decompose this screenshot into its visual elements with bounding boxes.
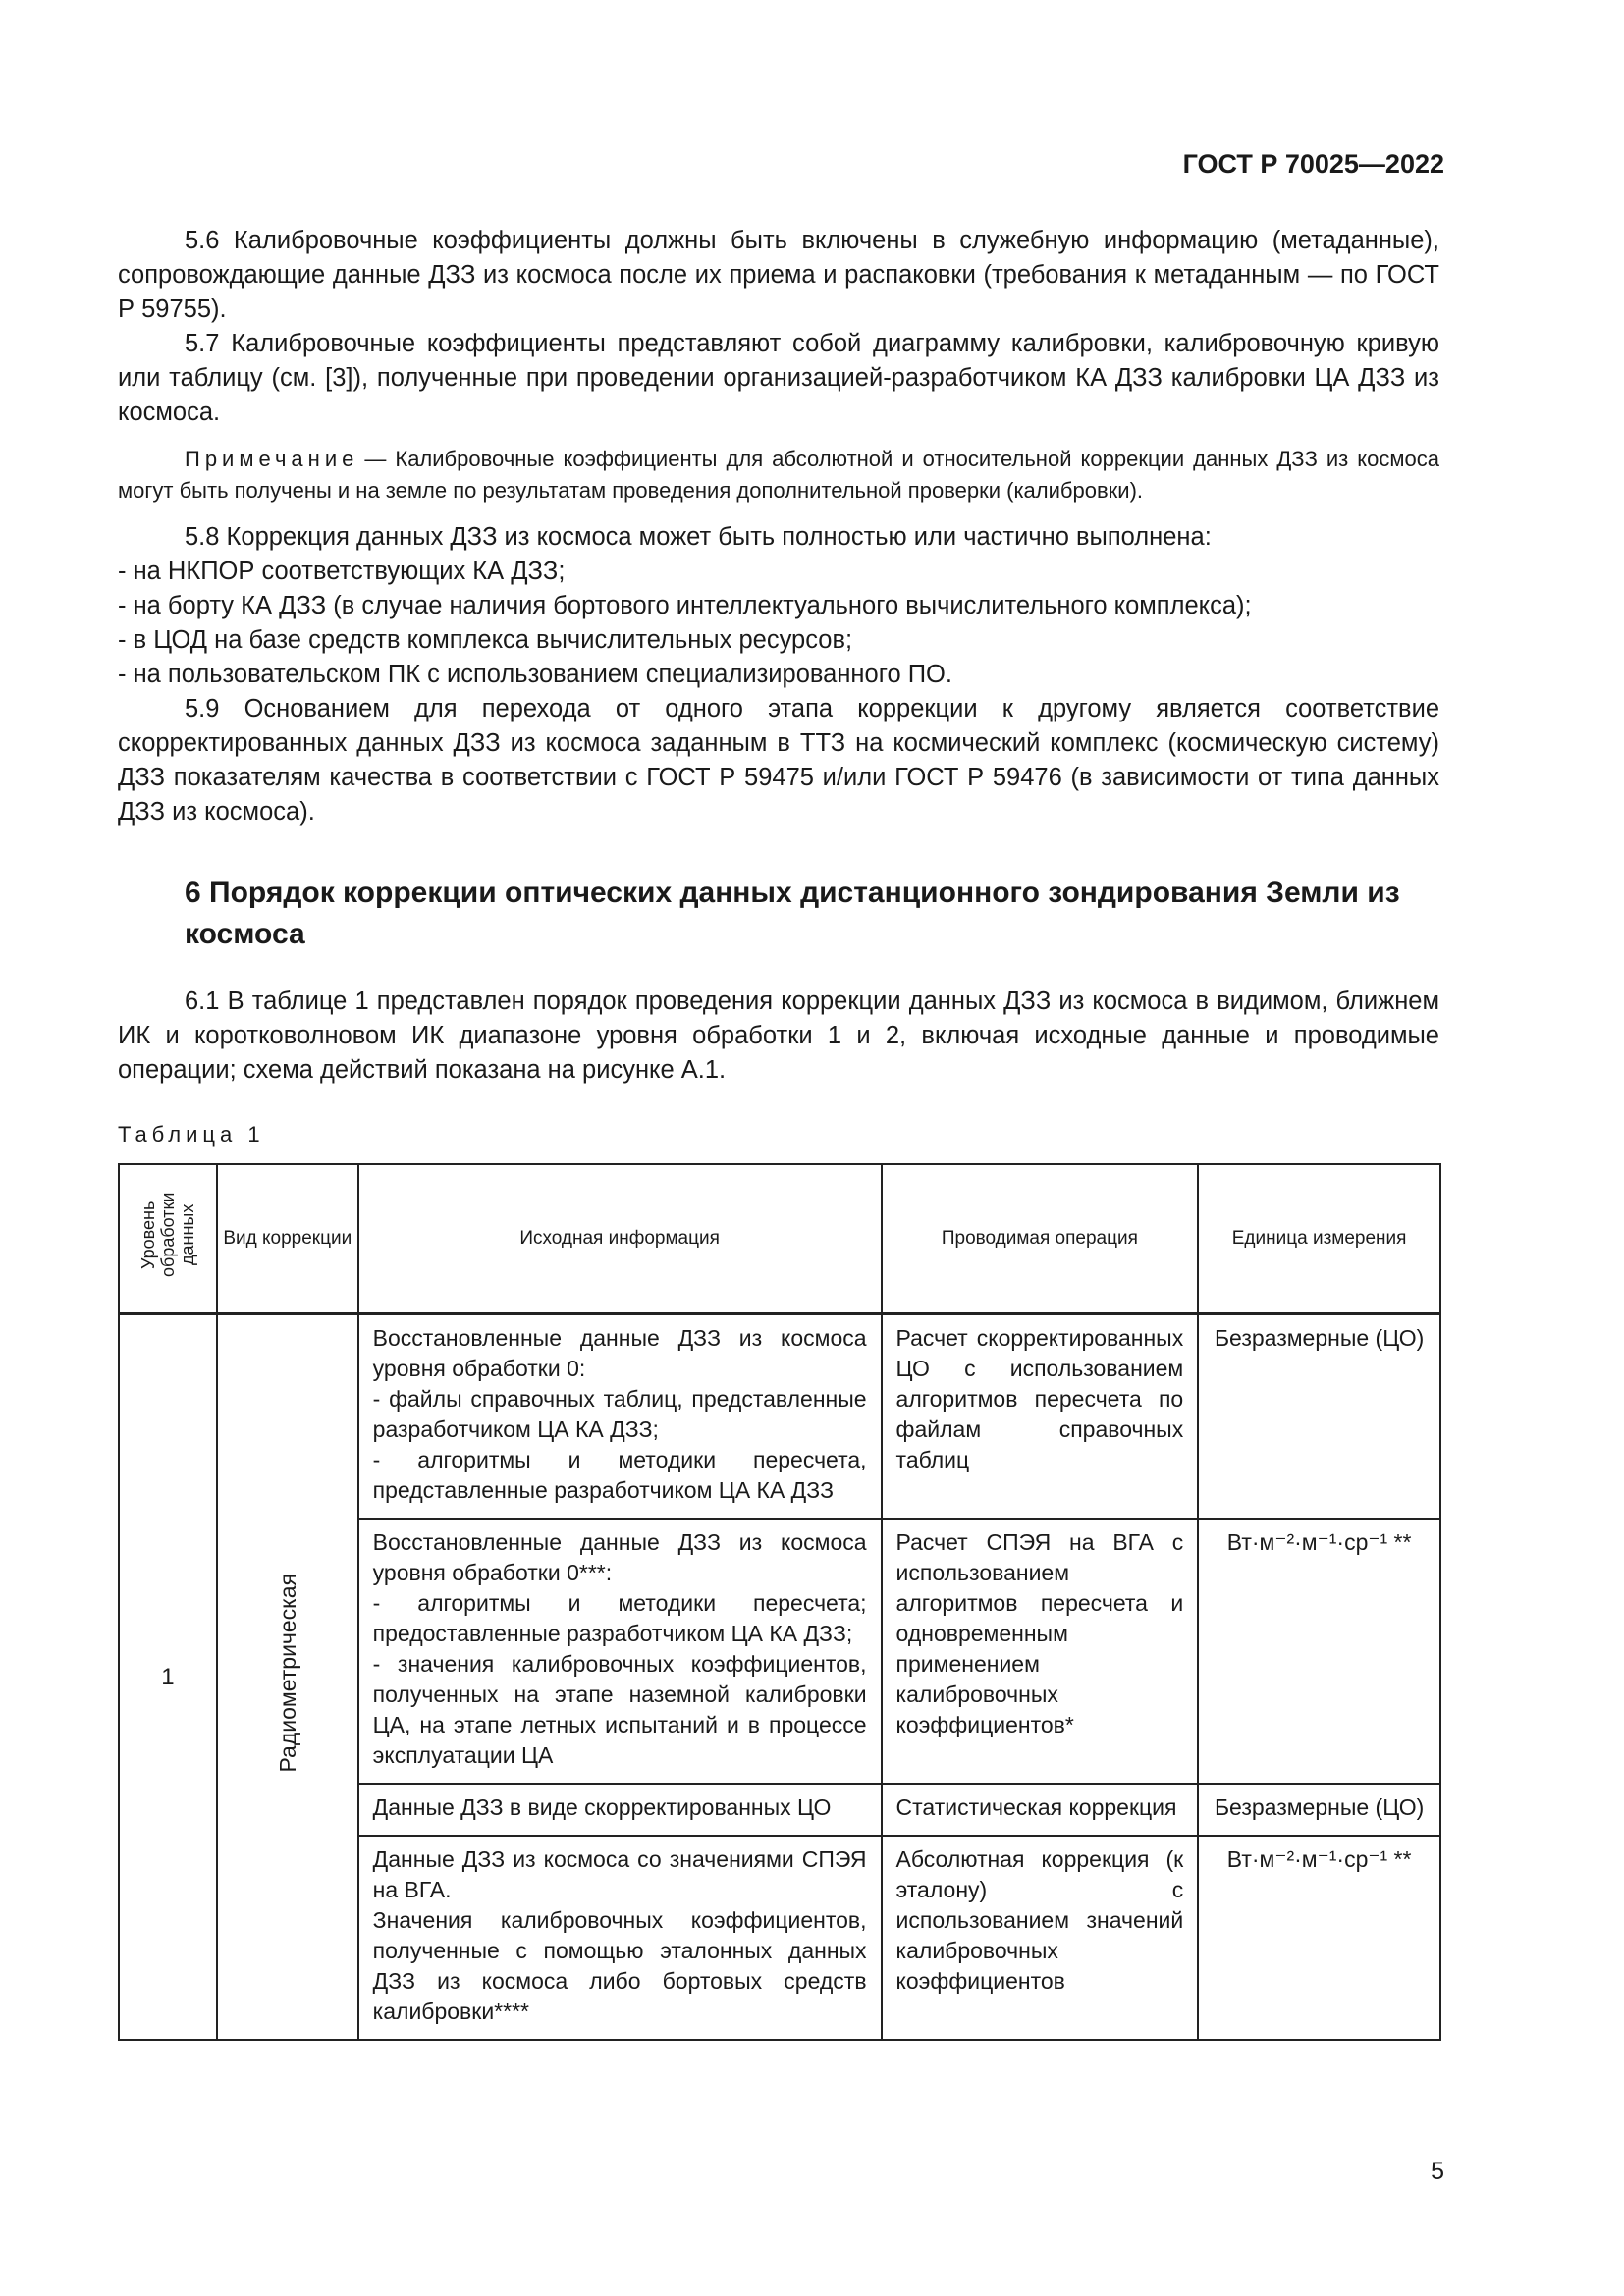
paragraph-6-1: 6.1 В таблице 1 представлен порядок проведения коррекции данных ДЗЗ из космоса в видимом, ближнем ИК и коротковолновом ИК диапазоне уровня обработки 1 и 2, включая исходные данные и проводимые операции; схема действий показана на рисунке А.1. bbox=[118, 988, 1439, 1084]
operation-cell: Абсолютная коррекция (к эталону) с использованием значений калибровочных коэффициентов bbox=[882, 1836, 1199, 2040]
list-item: - в ЦОД на базе средств комплекса вычислительных ресурсов; bbox=[118, 626, 853, 654]
table-header-row bbox=[119, 1164, 1440, 1314]
note bbox=[118, 444, 1439, 507]
header-level-text: Уровень обработки данных bbox=[137, 1192, 197, 1278]
header-unit: Единица измерения bbox=[1198, 1164, 1440, 1314]
kind-text: Радиометрическая bbox=[274, 1574, 300, 1773]
paragraph-5-7: 5.7 Калибровочные коэффициенты представляют собой диаграмму калибровки, калибровочную кривую или таблицу (см. [3]), полученные при проведении организацией-разработчиком КА ДЗЗ калибровки ЦА ДЗЗ из космоса. bbox=[118, 330, 1439, 426]
table-row bbox=[119, 1314, 1440, 1520]
list-5-8 bbox=[118, 555, 1439, 692]
operation-cell: Статистическая коррекция bbox=[882, 1784, 1199, 1836]
info-text: Данные ДЗЗ из космоса со значениями СПЭЯ на ВГА. Значения калибровочных коэффициентов, полученные с помощью эталонных данных ДЗЗ из космоса либо бортовых средств калибровки**** bbox=[372, 1846, 867, 2024]
note-label: Примечание bbox=[185, 447, 359, 471]
info-text: Данные ДЗЗ в виде скорректированных ЦО bbox=[372, 1794, 832, 1820]
document-id: ГОСТ Р 70025—2022 bbox=[1182, 149, 1444, 179]
section-6-title: 6 Порядок коррекции оптических данных дистанционного зондирования Земли из космоса bbox=[185, 877, 1400, 950]
info-cell bbox=[358, 1519, 882, 1784]
header-info: Исходная информация bbox=[358, 1164, 882, 1314]
table-label: Таблица 1 bbox=[118, 1122, 265, 1147]
document-body bbox=[118, 224, 1439, 2041]
paragraph-5-9: 5.9 Основанием для перехода от одного этапа коррекции к другому является соответствие скорректированных данных ДЗЗ из космоса заданным в ТТЗ на космический комплекс (космическую систему) ДЗЗ показателям качества в соответствии с ГОСТ Р 59475 и/или ГОСТ Р 59476 (в зависимости от типа данных ДЗЗ из космоса). bbox=[118, 695, 1439, 826]
list-item: - на пользовательском ПК с использованием специализированного ПО. bbox=[118, 661, 952, 688]
list-item: - на НКПОР соответствующих КА ДЗЗ; bbox=[118, 558, 566, 585]
kind-cell bbox=[217, 1314, 358, 2041]
unit-cell: Вт·м⁻²·м⁻¹·ср⁻¹ ** bbox=[1198, 1836, 1440, 2040]
note-text: — Калибровочные коэффициенты для абсолютной и относительной коррекции данных ДЗЗ из космоса могут быть получены и на земле по результатам проведения дополнительной проверки (калибровки). bbox=[118, 447, 1439, 503]
header-operation: Проводимая операция bbox=[882, 1164, 1199, 1314]
unit-cell: Вт·м⁻²·м⁻¹·ср⁻¹ ** bbox=[1198, 1519, 1440, 1784]
page-number: 5 bbox=[1431, 2158, 1444, 2185]
header-kind: Вид коррекции bbox=[217, 1164, 358, 1314]
info-cell bbox=[358, 1314, 882, 1520]
info-text: Восстановленные данные ДЗЗ из космоса уровня обработки 0: - файлы справочных таблиц, представленные разработчиком ЦА КА ДЗЗ; - алгоритмы и методики пересчета, представленные разработчиком ЦА КА ДЗЗ bbox=[372, 1325, 867, 1503]
header-level bbox=[119, 1164, 217, 1314]
info-cell bbox=[358, 1784, 882, 1836]
operation-cell: Расчет СПЭЯ на ВГА с использованием алгоритмов пересчета и одновременным применением калибровочных коэффициентов* bbox=[882, 1519, 1199, 1784]
unit-cell: Безразмерные (ЦО) bbox=[1198, 1784, 1440, 1836]
list-item: - на борту КА ДЗЗ (в случае наличия бортового интеллектуального вычислительного комплекса); bbox=[118, 592, 1252, 619]
info-text: Восстановленные данные ДЗЗ из космоса уровня обработки 0***: - алгоритмы и методики пересчета; предоставленные разработчиком ЦА КА ДЗЗ; - значения калибровочных коэффициентов, полученных на этапе наземной калибровки ЦА, на этапе летных испытаний и в процессе эксплуатации ЦА bbox=[372, 1529, 867, 1768]
paragraph-5-6: 5.6 Калибровочные коэффициенты должны быть включены в служебную информацию (метаданные), сопровождающие данные ДЗЗ из космоса после их приема и распаковки (требования к метаданным — по ГОСТ Р 59755). bbox=[118, 227, 1439, 323]
paragraph-5-8: 5.8 Коррекция данных ДЗЗ из космоса может быть полностью или частично выполнена: bbox=[185, 523, 1212, 551]
level-cell: 1 bbox=[119, 1314, 217, 2041]
operation-cell: Расчет скорректированных ЦО с использованием алгоритмов пересчета по файлам справочных таблиц bbox=[882, 1314, 1199, 1520]
info-cell bbox=[358, 1836, 882, 2040]
correction-table bbox=[118, 1163, 1441, 2041]
unit-cell: Безразмерные (ЦО) bbox=[1198, 1314, 1440, 1520]
